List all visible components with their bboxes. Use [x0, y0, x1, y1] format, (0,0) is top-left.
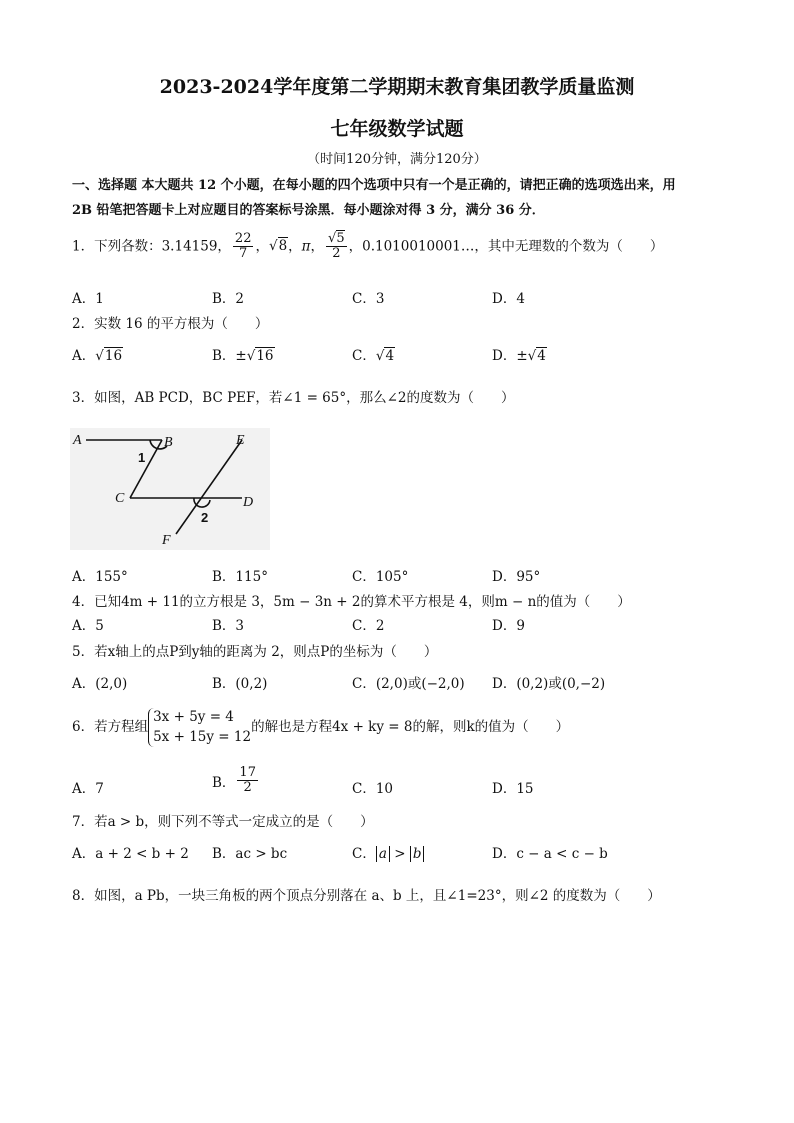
label-E: E	[236, 433, 245, 448]
question-1-stem-b: ，0.1010010001…，其中无理数的个数为（ ）	[348, 238, 664, 255]
question-7-stem: 若a > b，则下列不等式一定成立的是（ ）	[94, 814, 374, 830]
page-subtitle: 七年级数学试题	[330, 118, 464, 140]
option-c[interactable]: C．(2,0)或(−2,0)	[352, 676, 465, 692]
question-4-stem: 已知4m + 11的立方根是 3，5m − 3n + 2的算术平方根是 4，则m − n的值为（ ）	[94, 594, 631, 610]
option-a[interactable]: A．1	[72, 291, 104, 307]
option-d[interactable]: D．±√4	[492, 348, 546, 364]
question-number: 2．	[72, 316, 95, 332]
question-5-stem: 若x轴上的点P到y轴的距离为 2，则点P的坐标为（ ）	[94, 644, 438, 660]
option-a[interactable]: A．a + 2 < b + 2	[72, 846, 189, 862]
question-1	[72, 232, 663, 262]
question-number: 3．	[72, 390, 95, 406]
option-a[interactable]: A．155°	[72, 569, 128, 585]
question-2	[72, 312, 268, 332]
option-a[interactable]: A．7	[72, 781, 104, 797]
equation-system	[148, 708, 251, 747]
question-number: 5．	[72, 644, 95, 660]
equation-2: 5x + 15y = 12	[153, 728, 252, 745]
frac-den: 2	[332, 246, 341, 262]
question-1-stem-a: 下列各数：3.14159，	[94, 238, 231, 255]
option-b[interactable]: B．±√16	[212, 348, 274, 364]
option-d[interactable]: D．95°	[492, 569, 541, 585]
radicand: 5	[336, 231, 345, 246]
question-8-stem: 如图，a Pb，一块三角板的两个顶点分别落在 a、b 上，且∠1=23°，则∠2 的度数为（ ）	[94, 888, 661, 904]
frac-num: 22	[234, 231, 252, 246]
option-a[interactable]: A．(2,0)	[72, 676, 128, 692]
sep: ，	[255, 238, 269, 255]
question-7	[72, 810, 374, 830]
option-b[interactable]: B．ac > bc	[212, 846, 288, 862]
fraction-22-7	[233, 232, 254, 262]
option-c[interactable]: C．2	[352, 618, 385, 634]
option-c[interactable]: C．105°	[352, 569, 409, 585]
label-angle-2: 2	[201, 510, 209, 525]
question-8	[72, 884, 661, 904]
question-number: 8．	[72, 888, 95, 904]
frac-den: 7	[239, 246, 248, 262]
question-number: 7．	[72, 814, 95, 830]
section-instructions-line1: 一、选择题 本大题共 12 个小题，在每小题的四个选项中只有一个是正确的，请把正确的选项选出来，用	[72, 178, 676, 193]
option-d[interactable]: D．(0,2)或(0,−2)	[492, 676, 606, 692]
question-2-stem: 实数 16 的平方根为（ ）	[94, 316, 269, 332]
option-b[interactable]: B．2	[212, 291, 245, 307]
question-number: 1．	[72, 238, 95, 255]
option-c[interactable]: C．√4	[352, 348, 395, 364]
parallel-lines-figure	[70, 428, 270, 550]
radicand: 8	[278, 238, 288, 255]
question-3-stem: 如图，AB PCD，BC PEF，若∠1 = 65°，那么∠2的度数为（ ）	[94, 390, 515, 406]
question-6-stem-b: 的解也是方程4x + ky = 8的解，则k的值为（ ）	[251, 719, 570, 736]
equation-1: 3x + 5y = 4	[153, 709, 234, 725]
sqrt-8: √8	[268, 238, 288, 255]
fraction-sqrt5-2	[326, 232, 347, 262]
option-c[interactable]: C． a > b	[352, 842, 424, 862]
label-C: C	[115, 491, 125, 506]
option-c[interactable]: C．10	[352, 781, 394, 797]
label-angle-1: 1	[138, 450, 146, 465]
label-D: D	[243, 495, 254, 510]
exam-info: （时间120分钟，满分120分）	[307, 152, 487, 167]
option-b[interactable]: B．115°	[212, 569, 268, 585]
label-A: A	[73, 433, 82, 448]
option-a[interactable]: A．√16	[72, 348, 123, 364]
page-title: 2023-2024学年度第二学期期末教育集团教学质量监测	[159, 76, 635, 98]
label-F: F	[162, 533, 171, 548]
question-number: 6．	[72, 719, 95, 736]
section-instructions-line2: 2B 铅笔把答题卡上对应题目的答案标号涂黑．每小题涂对得 3 分，满分 36 分．	[72, 203, 545, 218]
frac-num: √5	[328, 231, 345, 246]
question-6	[72, 708, 569, 747]
option-b[interactable]: B．(0,2)	[212, 676, 268, 692]
option-c[interactable]: C．3	[352, 291, 385, 307]
question-number: 4．	[72, 594, 95, 610]
question-5	[72, 640, 437, 660]
option-d[interactable]: D．4	[492, 291, 525, 307]
option-b[interactable]: B．3	[212, 618, 245, 634]
option-d[interactable]: D．c − a < c − b	[492, 846, 608, 862]
option-d[interactable]: D．15	[492, 781, 534, 797]
option-a[interactable]: A．5	[72, 618, 104, 634]
sep: ，	[288, 238, 302, 255]
label-B: B	[164, 435, 173, 450]
question-6-stem-a: 若方程组	[94, 719, 149, 736]
sep: ，	[310, 238, 325, 255]
question-4	[72, 590, 631, 610]
question-3	[72, 386, 515, 406]
pi-symbol: π	[301, 238, 311, 255]
option-d[interactable]: D．9	[492, 618, 525, 634]
option-b[interactable]: B． $\frac{17}{2}$	[212, 765, 256, 796]
